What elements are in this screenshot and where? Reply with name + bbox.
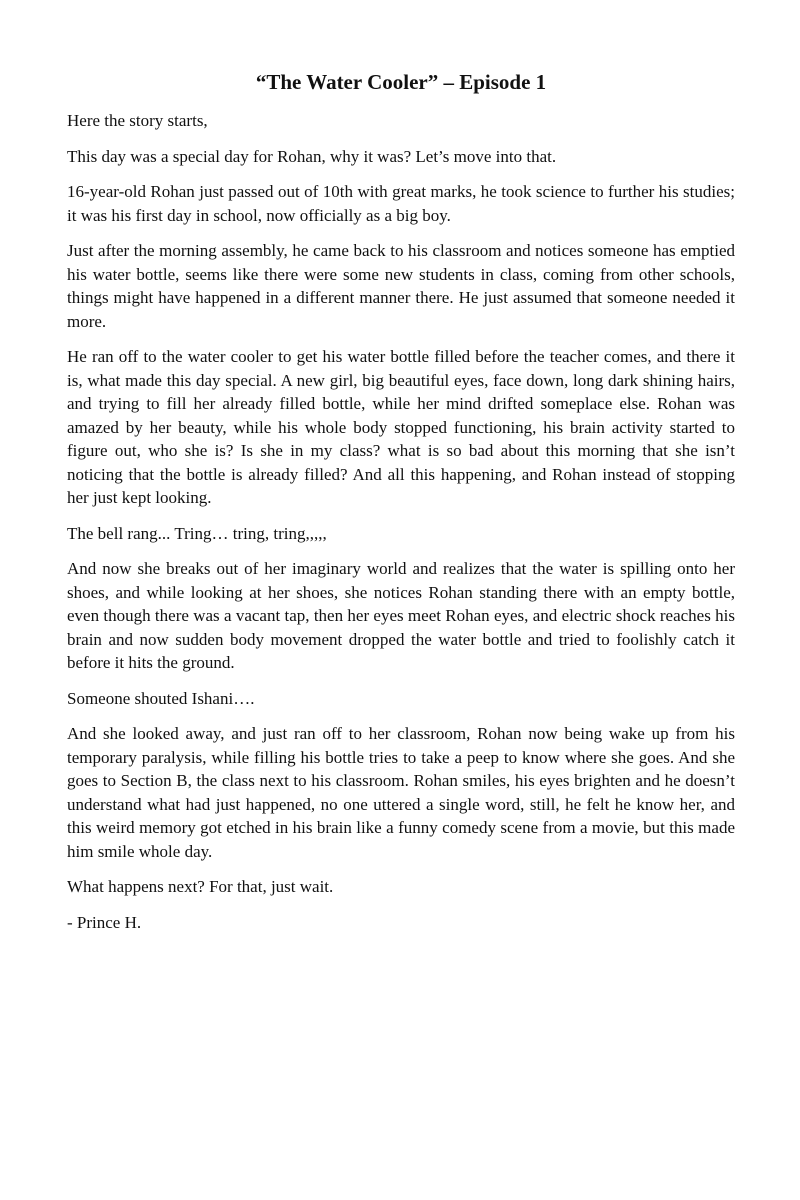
paragraph-rohan-background: 16-year-old Rohan just passed out of 10th with great marks, he took science to further his studies; it was his first day in school, now officially as a big boy. (67, 182, 735, 225)
paragraph-what-next: What happens next? For that, just wait. (67, 877, 334, 896)
paragraph-intro: Here the story starts, (67, 111, 208, 130)
paragraph-special-day: This day was a special day for Rohan, why it was? Let’s move into that. (67, 146, 557, 166)
paragraph-water-cooler: He ran off to the water cooler to get his water bottle filled before the teacher comes, and there it is, what made this day special. A new girl, big beautiful eyes, face down, long dark shining hairs, and trying to fill her already filled bottle, while her mind drifted someplace else. Rohan was amazed by her beauty, while his whole body stopped functioning, his brain activity started to figure out, who she is? Is she in my class? what is so bad about this morning that she isn’t noticing that the bottle is already filled? And all this happening, and Rohan instead of stopping her just kept looking. (67, 347, 735, 507)
paragraph-section-b: And she looked away, and just ran off to her classroom, Rohan now being wake up from his temporary paralysis, while filling his bottle tries to take a peep to know where she goes. And she goes to Section B, the class next to his classroom. Rohan smiles, his eyes brighten and he doesn’t understand what had just happened, no one uttered a single word, still, he felt he know her, and this weird memory got etched in his brain like a funny comedy scene from a movie, but this made him smile whole day. (67, 724, 735, 861)
paragraph-ishani: Someone shouted Ishani…. (67, 688, 255, 708)
paragraph-empty-bottle: Just after the morning assembly, he came back to his classroom and notices someone has emptied his water bottle, seems like there were some new students in class, coming from other schools, things might have happened in a different manner there. He just assumed that someone needed it more. (67, 241, 735, 331)
paragraph-spilling: And now she breaks out of her imaginary world and realizes that the water is spilling onto her shoes, and while looking at her shoes, she notices Rohan standing there with an empty bottle, even though there was a vacant tap, then her eyes meet Rohan eyes, and electric shock reaches his brain and now sudden body movement dropped the water bottle and tried to foolishly catch it before it hits the ground. (67, 559, 735, 672)
document-page (67, 68, 735, 934)
story-title: “The Water Cooler” – Episode 1 (255, 70, 547, 94)
paragraph-bell: The bell rang... Tring… tring, tring,,,,, (67, 523, 327, 543)
author-signature: - Prince H. (67, 912, 142, 932)
